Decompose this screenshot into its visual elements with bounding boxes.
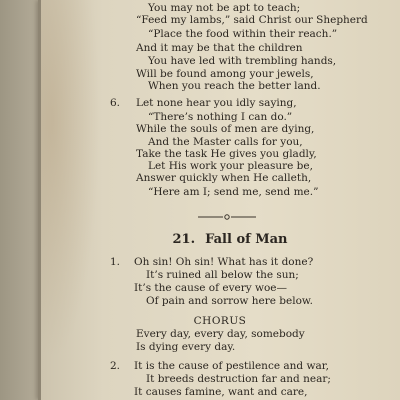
verse1-number: 1. [110,256,121,268]
verse2-line-2: It breeds destruction far and near; [146,373,331,385]
verse6-number: 6. [110,97,121,109]
verse6-line-7: Answer quickly when He calleth, [136,172,312,184]
hymn-title [0,232,400,247]
chorus-line-2: Is dying every day. [136,341,236,353]
chorus-line-1: Every day, every day, somebody [136,328,305,340]
verse6-line-4: And the Master calls for you, [148,136,303,148]
verse5-line-3: “Place the food within their reach.” [148,28,338,40]
verse5-line-2: “Feed my lambs,” said Christ our Shepherd [136,14,368,26]
chorus-label: CHORUS [193,315,247,327]
verse2-line-1: It is the cause of pestilence and war, [134,360,329,372]
verse2-number: 2. [110,360,121,372]
page-edge [38,0,41,400]
verse6-line-2: “There’s nothing I can do.” [148,111,293,123]
verse5-line-4: And it may be that the children [136,42,303,54]
section-divider-ornament [198,214,256,220]
hymn-number: 21. [172,232,196,247]
page-stain [38,0,108,400]
verse1-line-2: It’s ruined all below the sun; [146,269,299,281]
verse6-line-5: Take the task He gives you gladly, [136,148,317,160]
verse6-line-6: Let His work your pleasure be, [148,160,313,172]
verse5-line-1: You may not be apt to teach; [148,2,301,14]
verse1-line-4: Of pain and sorrow here below. [146,295,313,307]
hymn-title-text: Fall of Man [205,232,288,247]
verse6-line-3: While the souls of men are dying, [136,123,315,135]
verse1-line-1: Oh sin! Oh sin! What has it done? [134,256,314,268]
verse6-line-8: “Here am I; send me, send me.” [148,186,319,198]
verse5-line-6: Will be found among your jewels, [136,68,314,80]
verse5-line-7: When you reach the better land. [148,80,321,92]
verse2-line-3: It causes famine, want and care, [134,386,308,398]
verse1-line-3: It’s the cause of every woe— [134,282,288,294]
verse6-line-1: Let none hear you idly saying, [136,97,297,109]
verse5-line-5: You have led with trembling hands, [148,55,337,67]
